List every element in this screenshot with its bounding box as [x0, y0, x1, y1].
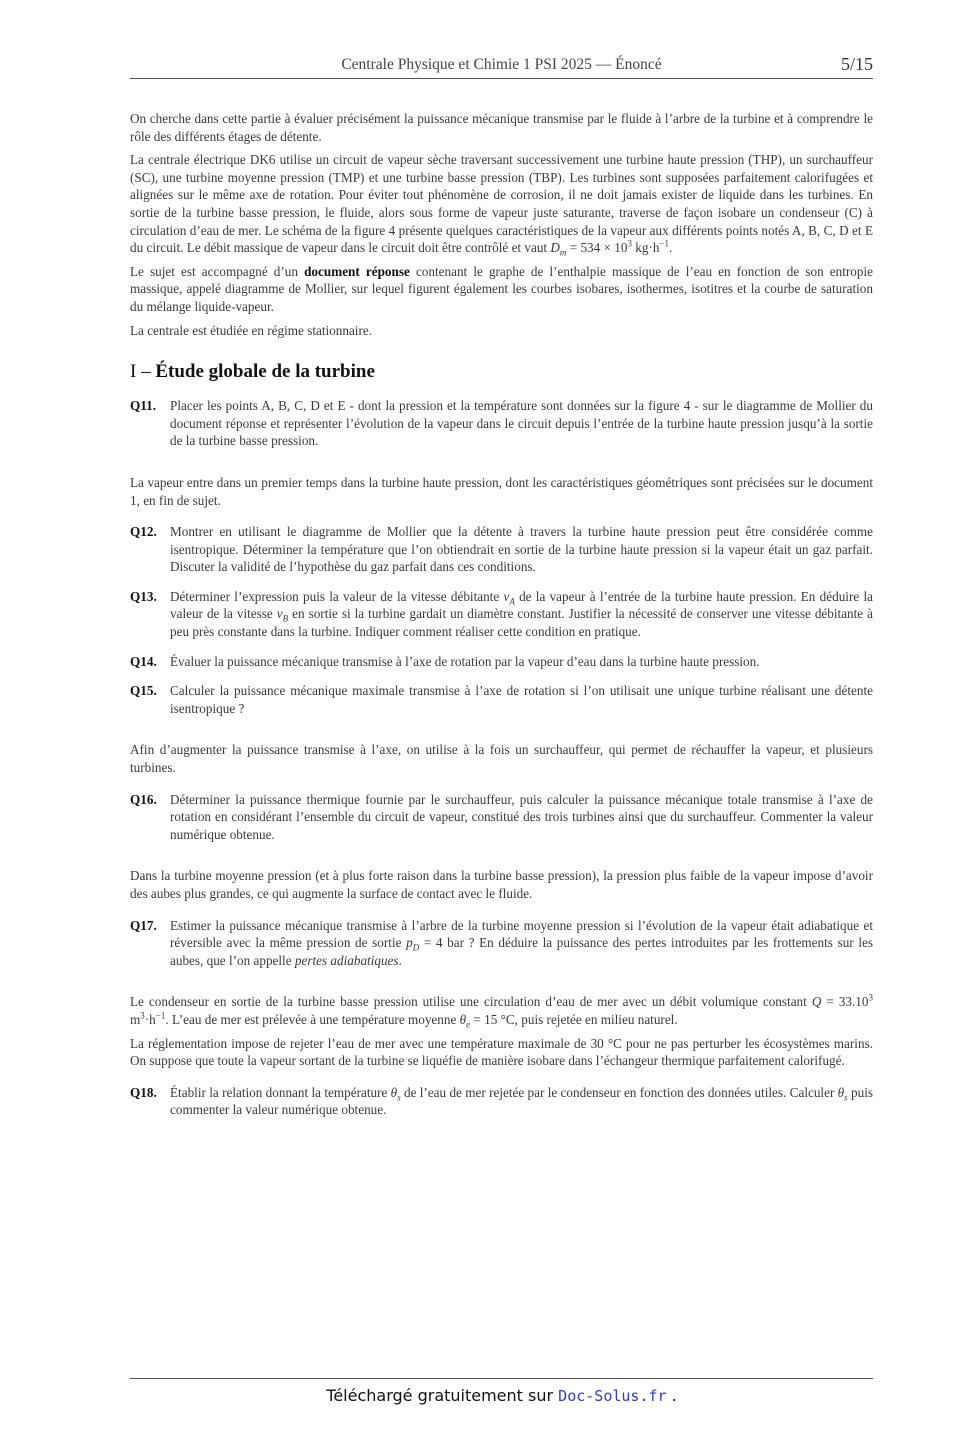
question-text: Déterminer l’expression puis la valeur de la vitesse débitante $v_A$ de la vapeur à l’entrée de la turbine haute pression. En déduire la valeur de la vitesse $v_B$ en sortie si la turbine gardait un diamètre constant. Justifier la nécessité de conserver une vitesse débitante à peu près constante dans la turbine. Indiquer comment réaliser cette condition en pratique. — [170, 588, 873, 640]
intro-paragraph-2: La centrale électrique DK6 utilise un circuit de vapeur sèche traversant successivement une turbine haute pression (THP), un surchauffeur (SC), une turbine moyenne pression (TMP) et une turbine basse pression (TBP). Les turbines sont supposées parfaitement calorifugées et alignées sur le même axe de rotation. Pour éviter tout phénomène de corrosion, il ne doit jamais exister de liquide dans les turbines. En sortie de la turbine basse pression, le fluide, alors sous forme de vapeur juste saturante, traverse de façon isobare un condenseur (C) à circulation d’eau de mer. Le schéma de la figure 4 présente quelques caractéristiques de la vapeur aux différents points notés A, B, C, D et E du circuit. Le débit massique de vapeur dans le circuit doit être contrôlé et vaut $D_m = 534 \times 10^3$ $kg\cdot h^{-1}$. — [130, 152, 873, 258]
question-q13 — [130, 588, 873, 641]
question-q15 — [130, 682, 873, 717]
question-label: Q17. — [130, 917, 157, 933]
document-title: Centrale Physique et Chimie 1 PSI 2025 — Énoncé — [341, 56, 662, 73]
doc-solus-link[interactable]: Doc-Solus.fr — [558, 1387, 667, 1405]
paragraph-surchauffeur: Afin d’augmenter la puissance transmise à l’axe, on utilise à la fois un surchauffeur, qui permet de réchauffer la vapeur, et plusieurs turbines. — [130, 742, 873, 776]
question-q12 — [130, 523, 873, 576]
question-text: Placer les points A, B, C, D et E - dont la pression et la température sont données sur la figure 4 - sur le diagramme de Mollier du document réponse et représenter l’évolution de la vapeur dans le circuit depuis l’entrée de la turbine haute pression jusqu’à la sortie de la turbine basse pression. — [170, 398, 873, 449]
question-text: Évaluer la puissance mécanique transmise à l’axe de rotation par la vapeur d’eau dans la turbine haute pression. — [170, 653, 760, 669]
page-content — [130, 110, 873, 1131]
question-label: Q13. — [130, 588, 157, 604]
page-footer: Téléchargé gratuitement sur Doc-Solus.fr . — [326, 1386, 677, 1405]
question-text: Calculer la puissance mécanique maximale transmise à l’axe de rotation si l’on utilisait une unique turbine réalisant une détente isentropique ? — [170, 683, 873, 716]
question-text: Établir la relation donnant la température $\theta_s$ de l’eau de mer rejetée par le condenseur en fonction des données utiles. Calculer $\theta_s$ puis commenter la valeur numérique obtenue. — [170, 1084, 873, 1118]
question-label: Q18. — [130, 1084, 157, 1100]
question-q16 — [130, 791, 873, 844]
question-label: Q15. — [130, 683, 157, 699]
document-reponse-emphasis: document réponse — [304, 263, 410, 279]
question-q18 — [130, 1084, 873, 1119]
paragraph-condenseur-1: Le condenseur en sortie de la turbine basse pression utilise une circulation d’eau de mer avec un débit volumique constant $Q = 33.10^3$ $m^3\cdot h^{-1}$. L’eau de mer est prélevée à une température moyenne $\theta_e = 15$ °C, puis rejetée en milieu naturel. — [130, 992, 873, 1030]
question-label: Q14. — [130, 653, 157, 669]
intro-paragraph-4: La centrale est étudiée en régime stationnaire. — [130, 322, 373, 338]
question-label: Q11. — [130, 398, 157, 414]
section-heading: I – Étude globale de la turbine — [130, 361, 375, 383]
paragraph-tmp: Dans la turbine moyenne pression (et à plus forte raison dans la turbine basse pression), la pression plus faible de la vapeur impose d’avoir des aubes plus grandes, ce qui augmente la surface de contact avec le fluide. — [130, 868, 873, 901]
footer-text: Téléchargé gratuitement sur — [326, 1386, 559, 1405]
paragraph-condenseur-2: La réglementation impose de rejeter l’eau de mer avec une température maximale de 30 °C pour ne pas perturber les écosystèmes marins. On suppose que toute la vapeur sortant de la turbine se liquéfie de manière isobare dans l’échangeur thermique parfaitement calorifugé. — [130, 1035, 873, 1069]
paragraph-thp: La vapeur entre dans un premier temps dans la turbine haute pression, dont les caractéristiques géométriques sont précisées sur le document 1, en fin de sujet. — [130, 474, 873, 508]
question-label: Q12. — [130, 524, 157, 540]
question-label: Q16. — [130, 791, 157, 807]
question-q17 — [130, 917, 873, 970]
intro-paragraph-1: On cherche dans cette partie à évaluer précisément la puissance mécanique transmise par le fluide à l’arbre de la turbine et à comprendre le rôle des différents étages de détente. — [130, 111, 873, 144]
question-q11 — [130, 397, 873, 450]
page-header — [130, 54, 873, 79]
question-text: Estimer la puissance mécanique transmise à l’arbre de la turbine moyenne pression si l’évolution de la vapeur était adiabatique et réversible avec la même pression de sortie $p_D = 4$ bar ? En déduire la puissance des pertes introduites par les frottements sur les aubes, que l’on appelle pertes adiabatiques. — [170, 917, 873, 968]
page-number: 5/15 — [840, 54, 873, 74]
footer-divider — [130, 1378, 873, 1379]
intro-paragraph-3: Le sujet est accompagné d’un document réponse contenant le graphe de l’enthalpie massique de l’eau en fonction de son entropie massique, appelé diagramme de Mollier, sur lequel figurent également les courbes isobares, isothermes, isotitres et la courbe de saturation du mélange liquide-vapeur. — [130, 263, 873, 314]
question-q14 — [130, 653, 873, 671]
question-text: Montrer en utilisant le diagramme de Mollier que la détente à travers la turbine haute pression peut être considérée comme isentropique. Déterminer la température que l’on obtiendrait en sortie de la turbine haute pression si la vapeur était un gaz parfait. Discuter la validité de l’hypothèse du gaz parfait dans ces conditions. — [170, 524, 873, 575]
question-text: Déterminer la puissance thermique fournie par le surchauffeur, puis calculer la puissance mécanique totale transmise à l’axe de rotation en considérant l’ensemble du circuit de vapeur, constitué des trois turbines ainsi que du surchauffeur. Commenter la valeur numérique obtenue. — [170, 791, 873, 842]
